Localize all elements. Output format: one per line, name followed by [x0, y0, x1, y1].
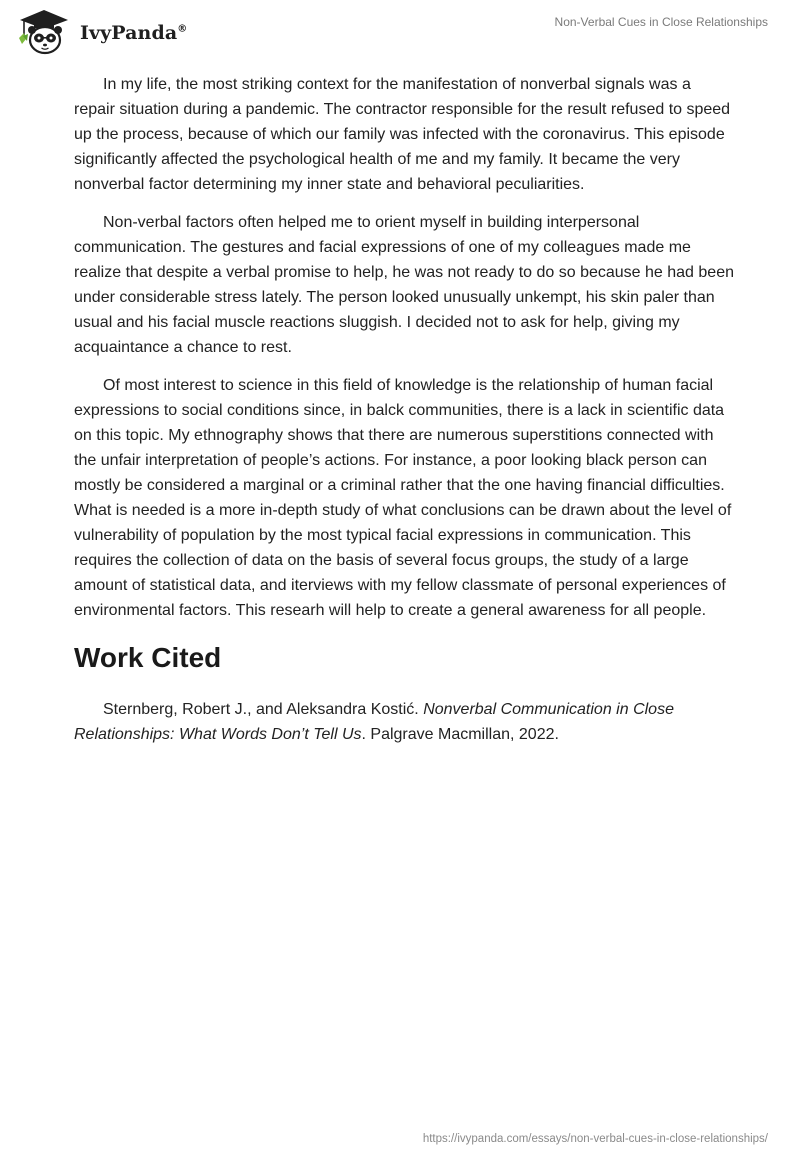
logo-wordmark [80, 22, 187, 44]
ivypanda-logo[interactable] [14, 8, 187, 58]
registered-mark: ® [177, 23, 188, 35]
essay-body [74, 72, 734, 747]
logo-text: IvyPanda [80, 22, 178, 44]
paragraph-3: Of most interest to science in this field of knowledge is the relationship of human facial expressions to social conditions since, in balck communities, there is a lack in scientific data on this topic. My ethnography shows that there are numerous superstitions connected with the unfair interpretation of people’s actions. For instance, a poor looking black person can mostly be considered a marginal or a criminal rather that the one having financial difficulties. What is needed is a more in-depth study of what conclusions can be drawn about the level of vulnerability of population by the most typical facial expressions in communication. This requires the collection of data on the basis of several focus groups, the study of a large amount of statistical data, and iterviews with my fellow classmate of personal experiences of environmental factors. This researh will help to create a general awareness for all people. [74, 377, 732, 619]
citation-entry [74, 697, 734, 747]
panda-graduate-icon [14, 8, 74, 58]
citation-publisher: . Palgrave Macmillan, 2022. [361, 726, 559, 743]
works-cited-heading: Work Cited [74, 642, 222, 673]
page-header [0, 0, 800, 70]
source-url[interactable]: https://ivypanda.com/essays/non-verbal-cues-in-close-relationships/ [422, 1133, 768, 1145]
citation-authors: Sternberg, Robert J., and Aleksandra Kostić. [103, 701, 419, 718]
document-title: Non-Verbal Cues in Close Relationships [554, 15, 768, 29]
paragraph-1: In my life, the most striking context for the manifestation of nonverbal signals was a repair situation during a pandemic. The contractor responsible for the result refused to speed up the process, because of which our family was infected with the coronavirus. This episode significantly affected the psychological health of me and my family. It became the very nonverbal factor determining my inner state and behavioral peculiarities. [74, 76, 731, 193]
paragraph-2: Non-verbal factors often helped me to orient myself in building interpersonal communication. The gestures and facial expressions of one of my colleagues made me realize that despite a verbal promise to help, he was not ready to do so because he had been under considerable stress lately. The person looked unusually unkempt, his skin paler than usual and his facial muscle reactions sluggish. I decided not to ask for help, giving my acquaintance a chance to rest. [74, 214, 734, 356]
citation-title: Nonverbal Communication in Close Relationships: What Words Don’t Tell Us [74, 701, 674, 743]
